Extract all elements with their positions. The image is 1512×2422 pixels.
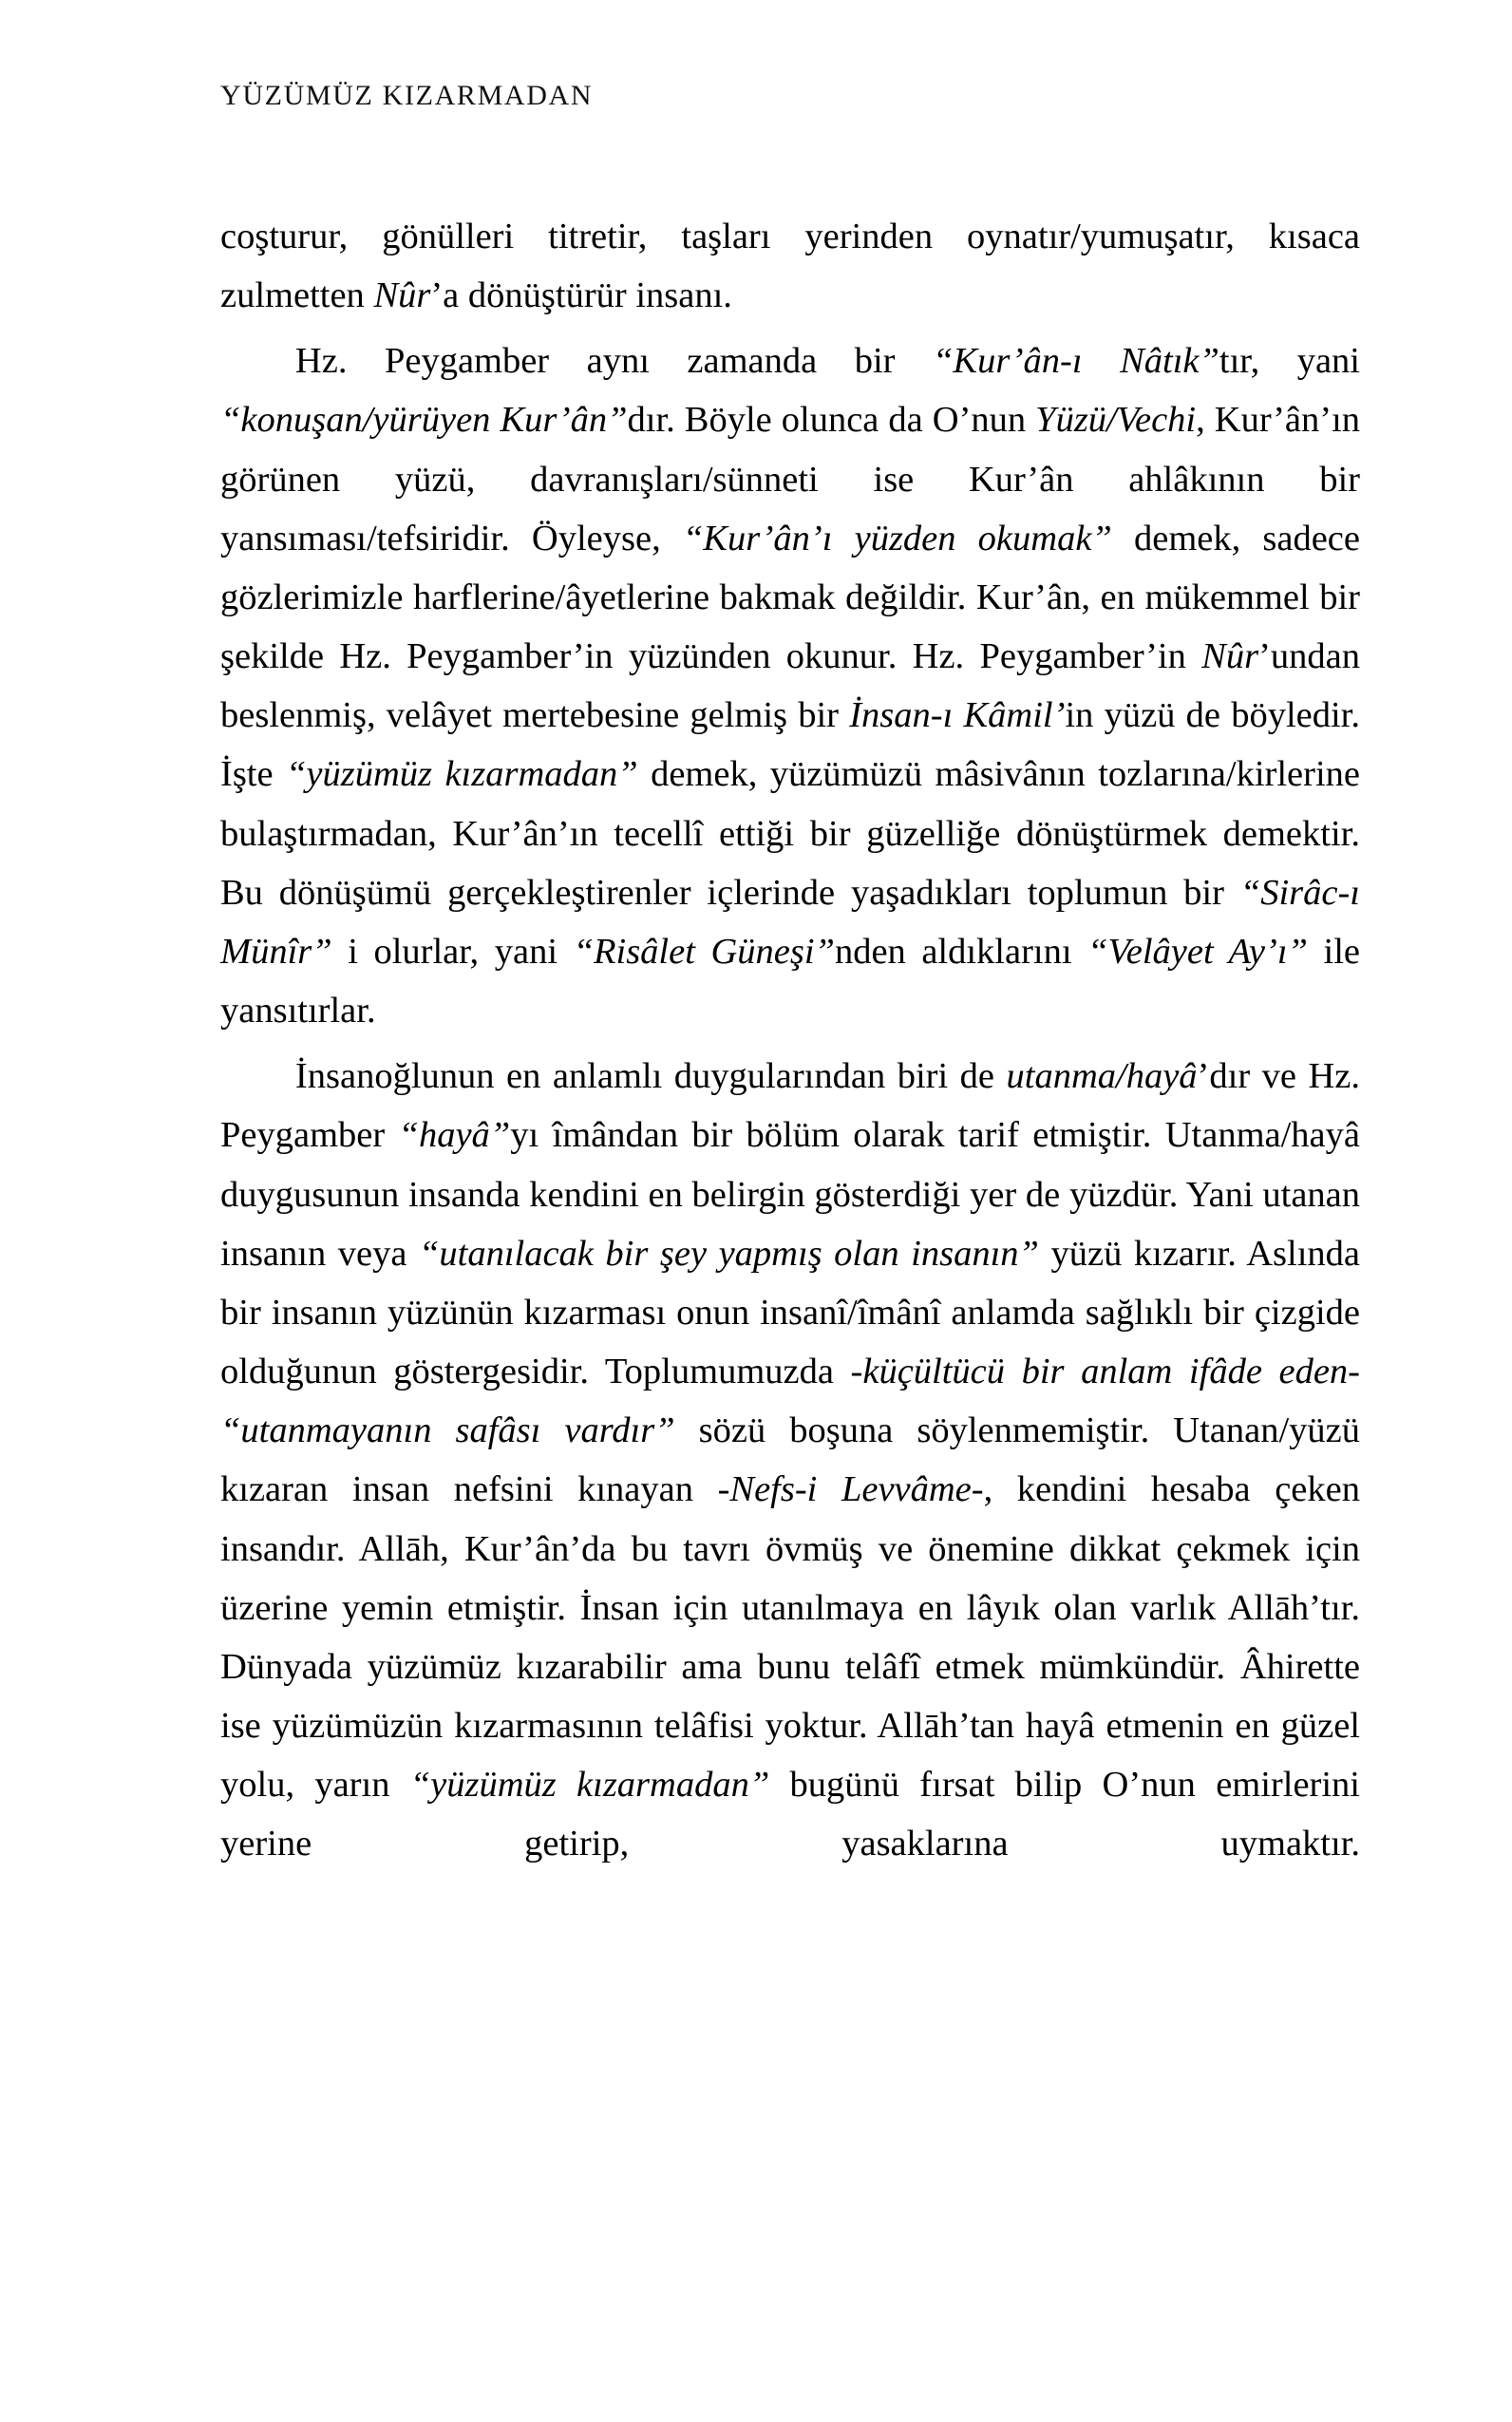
text-run: sözü boşuna söylenmemiştir. Utanan/yüzü kızaran insan nefsini kınayan [220, 1410, 1360, 1510]
text-run: demek, sadece gözlerimizle harflerine/âyetlerine bakmak değildir. Kur’ân, en mükemmel bir şekilde Hz. Peygamber’in yüzünden okunur. Hz. Peygamber’in [220, 518, 1360, 677]
text-run: Hz. Peygamber aynı zamanda bir [294, 341, 933, 382]
text-run: dır. Böyle olunca da O’nun [627, 400, 1036, 441]
text-run: ’dır ve Hz. Peygamber [220, 1056, 1360, 1156]
text-run: ’undan beslenmiş, velâyet mertebesine gelmiş bir [220, 636, 1360, 736]
text-run: bugünü fırsat bilip O’nun emirlerini yerine getirip, yasaklarına uymaktır. [220, 1765, 1360, 1864]
text-run: İnsanoğlunun en anlamlı duygularından biri de [294, 1056, 1007, 1097]
emphasis-run: Nûr [1201, 636, 1259, 677]
text-run: demek, yüzümüzü mâsivânın tozlarına/kirlerine bulaştırmadan, Kur’ân’ın tecellî ettiği bir güzelliğe dönüştürmek demektir. Bu dönüşümü gerçekleştirenler içlerinde yaşadıkları toplumun bir [220, 754, 1360, 913]
para-1 [220, 207, 1360, 325]
text-run: tır, yani [1219, 341, 1360, 382]
text-run: , kendini hesaba çeken insandır. Allāh, Kur’ân’da bu tavrı övmüş ve önemine dikkat çekmek için üzerine yemin etmiştir. İnsan için utanılmaya en lâyık olan varlık Allāh’tır. Dünyada yüzümüz kızarabilir ama bunu telâfî etmek mümkündür. Âhirette ise yüzümüzün kızarmasının telâfisi yoktur. Allāh’tan hayâ etmenin en güzel yolu, yarın [220, 1469, 1360, 1806]
para-3 [220, 1047, 1360, 1933]
text-run: yı îmândan bir bölüm olarak tarif etmiştir. Utanma/hayâ duygusunun insanda kendini en belirgin gösterdiği yer de yüzdür. Yani utanan insanın veya [220, 1115, 1360, 1274]
text-run: yüzü kızarır. Aslında bir insanın yüzünün kızarması onun insanî/îmânî anlamda sağlıklı bir çizgide olduğunun göstergesidir. Toplumumuzda [220, 1233, 1361, 1392]
emphasis-run: “Kur’ân’ı yüzden okumak” [682, 518, 1112, 558]
emphasis-run: “Velâyet Ay’ı” [1087, 931, 1308, 972]
text-run: i olurlar, yani [331, 931, 574, 972]
emphasis-run: “utanılacak bir şey yapmış olan insanın” [418, 1233, 1039, 1274]
emphasis-run: -küçültücü bir anlam ifâde eden- [850, 1352, 1360, 1392]
text-run: ’a dönüştürür insanı. [430, 275, 732, 316]
para-2 [220, 331, 1360, 1040]
text-run: in yüzü de böyledir. İşte [220, 695, 1360, 795]
text-run: nden aldıklarını [834, 931, 1088, 972]
text-run: ile yansıtırlar. [220, 931, 1360, 1031]
emphasis-run: Nûr [373, 275, 431, 316]
text-run: coşturur, gönülleri titretir, taşları yerinden oynatır/yumuşatır, kısaca zulmetten [220, 217, 1360, 316]
emphasis-run: “konuşan/yürüyen Kur’ân” [220, 400, 628, 441]
body-text-block [220, 207, 1360, 1933]
emphasis-run: -Nefs-i Levvâme- [717, 1469, 984, 1510]
emphasis-run: utanma/hayâ [1006, 1056, 1198, 1097]
emphasis-run: “utanmayanın safâsı vardır” [220, 1410, 675, 1451]
emphasis-run: “yüzümüz kızarmadan” [286, 754, 638, 795]
emphasis-run: “hayâ” [398, 1115, 511, 1156]
emphasis-run: “yüzümüz kızarmadan” [409, 1765, 770, 1806]
emphasis-run: “Sirâc-ı Münîr” [220, 872, 1360, 972]
emphasis-run: Yüzü/Vechi [1035, 400, 1197, 441]
text-run: , Kur’ân’ın görünen yüzü, davranışları/sünneti ise Kur’ân ahlâkının bir yansıması/tefsiridir. Öyleyse, [220, 400, 1360, 558]
running-header: YÜZÜMÜZ KIZARMADAN [220, 80, 594, 111]
emphasis-run: “Kur’ân-ı Nâtık” [932, 341, 1219, 382]
emphasis-run: İnsan-ı Kâmil’ [849, 695, 1066, 736]
emphasis-run: “Risâlet Güneşi” [573, 931, 835, 972]
